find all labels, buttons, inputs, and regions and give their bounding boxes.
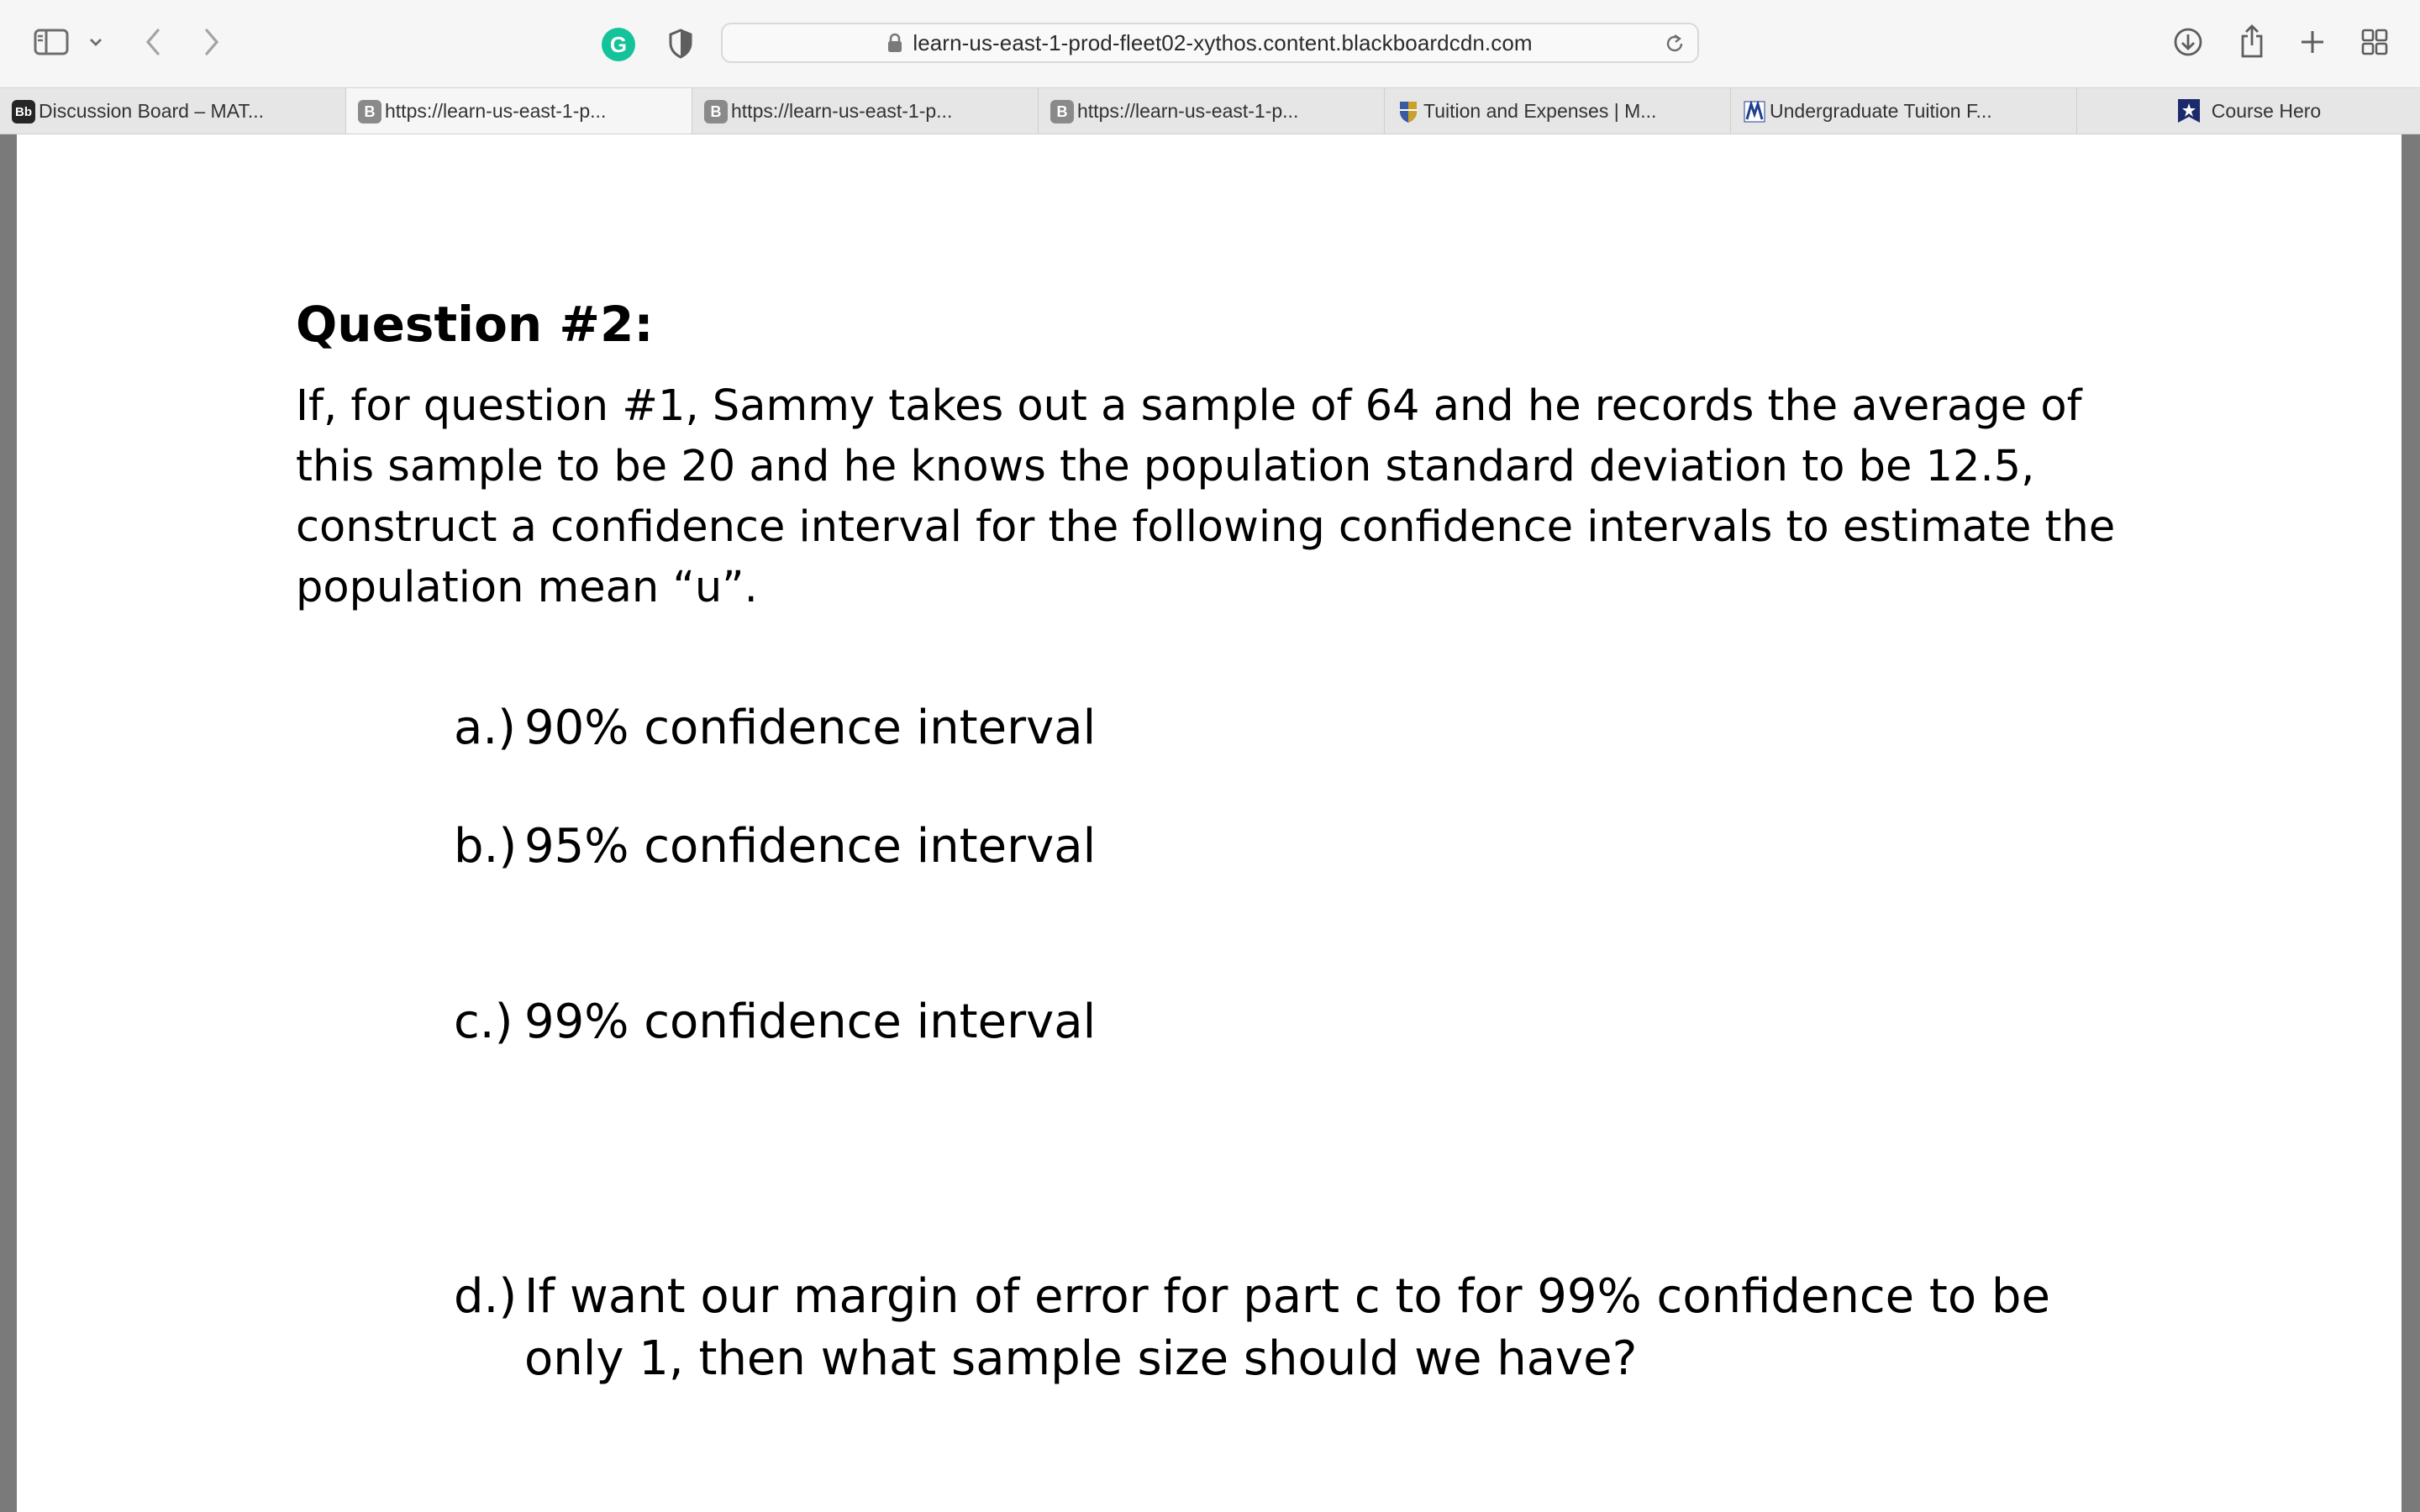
part-text: 99% confidence interval: [524, 995, 1097, 1049]
tab-label: Course Hero: [2211, 99, 2322, 122]
tab-course-hero[interactable]: [2077, 88, 2420, 134]
chevron-down-icon[interactable]: [84, 30, 108, 54]
document-page: [17, 134, 2402, 1512]
privacy-shield-icon[interactable]: [664, 27, 697, 60]
new-tab-plus-icon[interactable]: [2296, 25, 2329, 59]
question-body: If, for question #1, Sammy takes out a sample of 64 and he records the average of this sample to be 20 and he knows the population standard deviation to be 12.5, construct a confidence interval for the following confidence intervals to estimate the population mean “u”.: [296, 381, 2116, 612]
blackboard-favicon-icon: Bb: [12, 100, 35, 123]
b-favicon-icon: B: [704, 100, 728, 123]
browser-toolbar: [0, 0, 2420, 87]
address-bar[interactable]: [721, 23, 1699, 63]
tab-label: Undergraduate Tuition F...: [1770, 99, 1992, 122]
grammarly-extension-icon[interactable]: G: [602, 28, 635, 61]
downloads-icon[interactable]: [2171, 25, 2205, 59]
tab-label: Discussion Board – MAT...: [39, 99, 265, 122]
tab-bar: [0, 87, 2420, 134]
tab-blackboard-file-2[interactable]: [692, 88, 1039, 134]
part-text: 95% confidence interval: [524, 819, 1097, 874]
reload-icon[interactable]: [1664, 33, 1686, 59]
tab-overview-icon[interactable]: [2358, 25, 2391, 59]
sidebar-toggle-icon[interactable]: [32, 25, 71, 59]
part-a: [454, 697, 2121, 759]
b-favicon-icon: B: [1050, 100, 1074, 123]
part-d: [454, 1266, 2118, 1390]
part-text: If want our margin of error for part c to for 99% confidence to be only 1, then what sample size should we have?: [524, 1269, 2050, 1386]
back-arrow-icon[interactable]: [138, 24, 168, 60]
question-block: [296, 294, 2228, 618]
question-title: Question #2:: [296, 296, 654, 353]
course-hero-favicon-icon: [2176, 98, 2202, 123]
part-c: [454, 991, 2121, 1053]
part-letter: d.): [454, 1269, 518, 1324]
part-letter: b.): [454, 819, 518, 874]
tab-blackboard-file-1[interactable]: [346, 88, 692, 134]
b-favicon-icon: B: [358, 100, 381, 123]
part-letter: c.): [454, 995, 513, 1049]
share-icon[interactable]: [2235, 22, 2269, 60]
tab-label: https://learn-us-east-1-p...: [731, 99, 953, 122]
part-text: 90% confidence interval: [524, 701, 1097, 755]
tab-tuition-and-expenses[interactable]: [1385, 88, 1731, 134]
tab-discussion-board[interactable]: [0, 88, 346, 134]
url-text: learn-us-east-1-prod-fleet02-xythos.content.blackboardcdn.com: [913, 29, 1533, 55]
forward-arrow-icon[interactable]: [197, 24, 227, 60]
tab-label: https://learn-us-east-1-p...: [1077, 99, 1299, 122]
lock-icon: [887, 33, 902, 53]
page-viewport[interactable]: [0, 134, 2420, 1512]
university-logo-favicon-icon: [1743, 100, 1766, 123]
tab-label: Tuition and Expenses | M...: [1423, 99, 1657, 122]
tab-blackboard-file-3[interactable]: [1039, 88, 1385, 134]
tab-undergraduate-tuition[interactable]: [1731, 88, 2077, 134]
tab-label: https://learn-us-east-1-p...: [385, 99, 607, 122]
part-letter: a.): [454, 701, 516, 755]
university-shield-favicon-icon: [1397, 100, 1420, 123]
part-b: [454, 816, 2121, 878]
